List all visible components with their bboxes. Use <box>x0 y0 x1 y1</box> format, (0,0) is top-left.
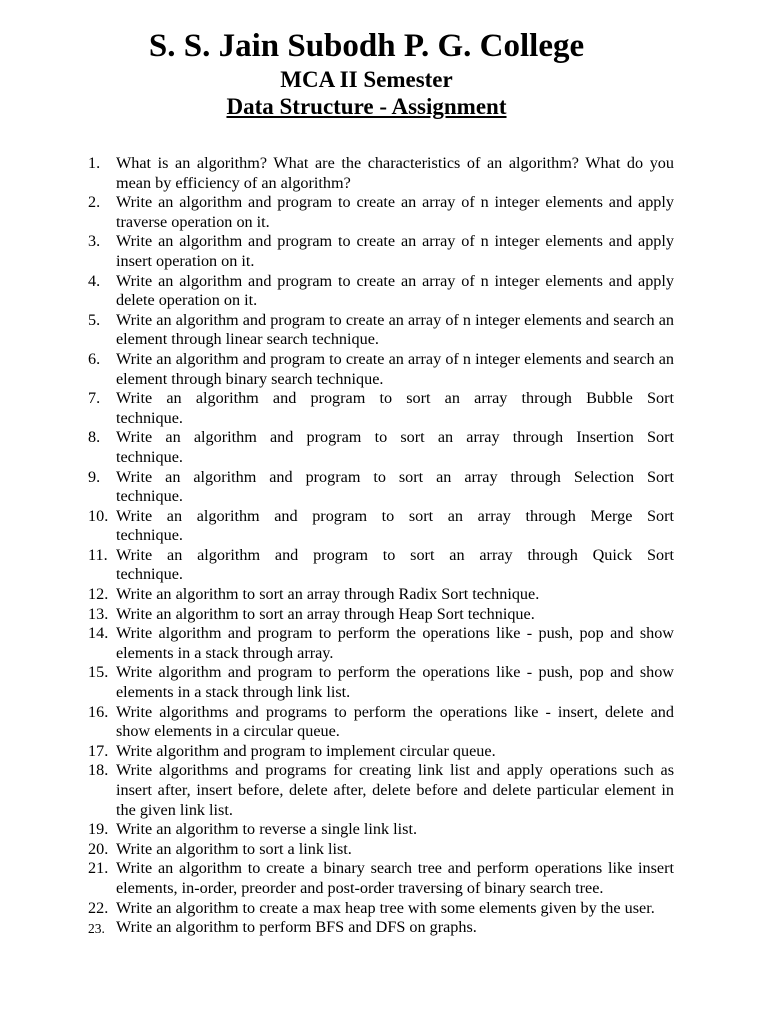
question-text: Write an algorithm and program to create an array of n integer elements and apply insert operation on it. <box>116 232 674 270</box>
question-number: 5. <box>88 310 101 329</box>
question-number: 7. <box>88 389 101 408</box>
question-number: 13. <box>88 604 109 623</box>
question-number: 17. <box>88 741 109 760</box>
question-number: 9. <box>88 467 101 486</box>
question-text: Write an algorithm to create a max heap tree with some elements given by the user. <box>116 898 655 917</box>
question-item <box>88 742 674 762</box>
question-item <box>88 605 674 625</box>
question-number: 20. <box>88 839 109 858</box>
question-number: 2. <box>88 193 101 212</box>
question-text: Write an algorithm and program to sort an array through Selection Sort technique. <box>116 467 674 506</box>
question-item <box>88 428 674 467</box>
question-item <box>88 624 674 663</box>
question-item <box>88 232 674 271</box>
question-text: Write an algorithm to sort a link list. <box>116 839 352 858</box>
question-item <box>88 918 674 938</box>
question-number: 18. <box>88 761 109 780</box>
question-list <box>88 154 674 938</box>
college-name: S. S. Jain Subodh P. G. College <box>148 28 585 64</box>
question-item <box>88 311 674 350</box>
question-number: 6. <box>88 349 101 368</box>
question-text: Write an algorithm to sort an array through Radix Sort technique. <box>116 585 540 604</box>
question-item <box>88 350 674 389</box>
question-item <box>88 585 674 605</box>
question-item <box>88 663 674 702</box>
question-number: 11. <box>88 545 108 564</box>
question-text: What is an algorithm? What are the characteristics of an algorithm? What do you mean by efficiency of an algorithm? <box>116 154 674 192</box>
question-text: Write algorithms and programs for creating link list and apply operations such as insert after, insert before, delete after, delete before and delete particular element in the given link list. <box>116 761 674 819</box>
question-item <box>88 507 674 546</box>
question-text: Write an algorithm and program to sort an array through Quick Sort technique. <box>116 545 674 584</box>
question-number: 23. <box>88 921 105 937</box>
question-text: Write algorithm and program to implement circular queue. <box>116 741 496 760</box>
question-number: 19. <box>88 820 109 839</box>
question-text: Write algorithms and programs to perform the operations like - insert, delete and show elements in a circular queue. <box>116 702 674 741</box>
question-number: 14. <box>88 624 109 643</box>
question-text: Write an algorithm to create a binary search tree and perform operations like insert elements, in-order, preorder and post-order traversing of binary search tree. <box>116 859 674 897</box>
question-item <box>88 761 674 820</box>
question-text: Write algorithm and program to perform the operations like - push, pop and show elements in a stack through array. <box>116 624 674 662</box>
question-number: 15. <box>88 663 109 682</box>
question-item <box>88 468 674 507</box>
question-item <box>88 154 674 193</box>
question-item <box>88 820 674 840</box>
question-text: Write an algorithm and program to create an array of n integer elements and search an element through binary search technique. <box>116 349 674 388</box>
question-text: Write an algorithm and program to create an array of n integer elements and search an element through linear search technique. <box>116 310 674 349</box>
question-item <box>88 703 674 742</box>
question-item <box>88 840 674 860</box>
question-number: 22. <box>88 898 109 917</box>
question-number: 1. <box>88 154 101 172</box>
question-number: 3. <box>88 232 101 251</box>
question-text: Write an algorithm to perform BFS and DFS on graphs. <box>116 918 477 937</box>
question-text: Write an algorithm and program to sort an array through Merge Sort technique. <box>116 506 674 545</box>
question-text: Write an algorithm and program to create an array of n integer elements and apply delete operation on it. <box>116 271 674 310</box>
question-item <box>88 389 674 428</box>
question-item <box>88 859 674 898</box>
question-item <box>88 193 674 232</box>
question-number: 4. <box>88 271 101 290</box>
question-item <box>88 546 674 585</box>
question-number: 21. <box>88 859 109 878</box>
question-text: Write an algorithm and program to sort an array through Bubble Sort technique. <box>116 389 674 427</box>
question-item <box>88 899 674 919</box>
question-number: 16. <box>88 702 109 721</box>
question-text: Write algorithm and program to perform the operations like - push, pop and show elements in a stack through link list. <box>116 663 674 702</box>
question-text: Write an algorithm to reverse a single link list. <box>116 820 417 839</box>
question-number: 8. <box>88 428 101 447</box>
assignment-title: Data Structure - Assignment <box>226 94 507 119</box>
question-text: Write an algorithm and program to create an array of n integer elements and apply traverse operation on it. <box>116 193 674 231</box>
question-item <box>88 272 674 311</box>
question-text: Write an algorithm and program to sort an array through Insertion Sort technique. <box>116 428 674 466</box>
question-text: Write an algorithm to sort an array through Heap Sort technique. <box>116 604 535 623</box>
question-number: 10. <box>88 506 109 525</box>
semester-heading: MCA II Semester <box>280 67 453 92</box>
question-number: 12. <box>88 585 109 604</box>
